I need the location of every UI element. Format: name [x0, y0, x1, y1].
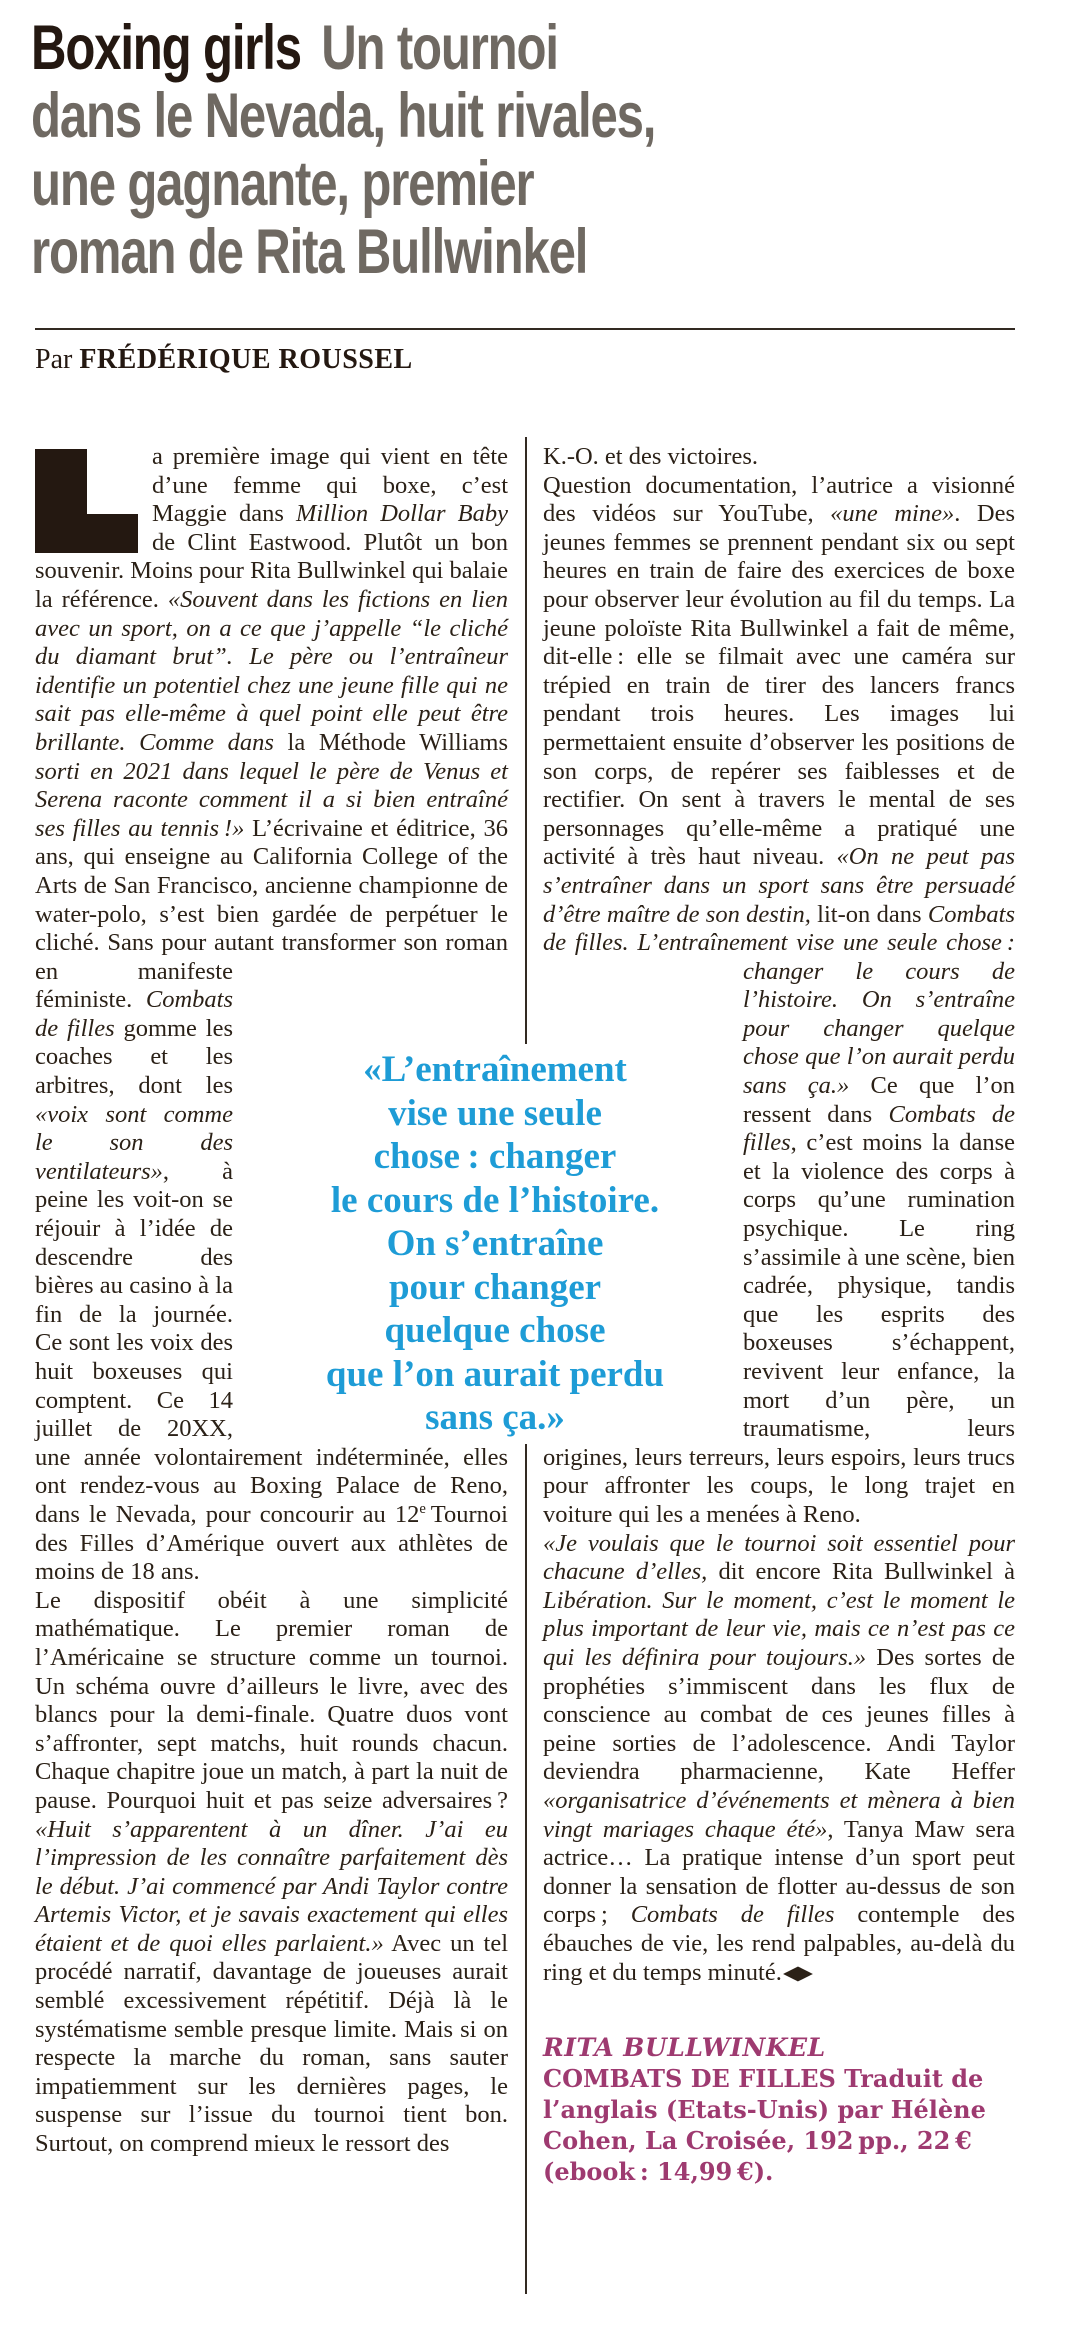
body-text-italic-run: «Souvent dans les fictions en lien avec un sport, on a ce que j’appelle “le cliché du diamant brut”. Le père ou l’entraîneur identifie un potentiel chez une jeune fille qui ne sait pas elle-même à quel point elle peut être brillante. Comme dans [35, 585, 508, 756]
byline [35, 344, 413, 376]
body-text-italic-run: Combats de filles. L’entraînement vise une seule chose : changer le cours de [543, 900, 1015, 985]
pull-quote: «L’entraînement vise une seule chose : changer le cours de l’histoire. On s’entraîne pour changer quelque chose que l’on aurait perdu sans ça.» [281, 1044, 709, 1444]
body-text-run: Le dispositif obéit à une simplicité mathématique. Le premier roman de l’Américaine se structure comme un tournoi. Un schéma ouvre d’ailleurs le livre, avec des blancs pour la demi-finale. Quatre duos vont s’affronter, sept matchs, huit rounds chacun. Chaque chapitre joue un match, à part la nuit de pause. Pourquoi huit et pas seize adversaires ? [35, 1586, 508, 1814]
body-text-run: a première image qui vient en tête d’une femme qui boxe, c’est Maggie dans [152, 443, 508, 528]
body-text-run: . Des jeunes femmes se prennent pendant six ou sept heures en train de faire des exercices de boxe pour observer leur évolution au fil du temps. La jeune poloïste Rita Bullwinkel a fait de même, dit-elle : elle se filmait avec une caméra sur trépied en train de tirer des lancers francs pendant trois heures. Les images lui permettaient ensuite d’observer les positions de son corps, de repérer ses faiblesses et de rectifier. On sent à travers le mental de ses personnages qu’elle-même a pratiqué une activité à très haut niveau. [543, 500, 1015, 871]
headline-line-3: une gagnante, premier [31, 149, 534, 219]
body-text-run: , Tanya Maw sera actrice… La pratique intense d’un sport peut donner la sensation de flotter au-dessus de son corps ; [543, 1815, 1015, 1929]
body-text-run: Avec un tel procédé narratif, davantage de joueuses aurait semblé excessivement répétitif. Déjà là le systématisme semble presque limite. Mais si on respecte la marche du roman, sans sauter impatiemment sur les dernières pages, le suspense sur l’issue du tournoi tient bon. Surtout, on comprend mieux le ressort des [35, 1929, 508, 2158]
body-text-run: Ce que l’on ressent dans [743, 1072, 1015, 1128]
headline-line-4: roman de Rita Bullwinkel [31, 217, 588, 287]
body-text-italic-run: «voix sont comme le son des ventilateurs» [35, 1100, 233, 1185]
body-text-run: dit encore Rita Bullwinkel à [718, 1558, 1015, 1586]
book-author-name: RITA BULLWINKEL [543, 2033, 826, 2063]
end-of-article-diamond-icon: ◆ [782, 1962, 813, 1984]
body-text-italic-run: Combats de filles [35, 986, 233, 1042]
body-text-run: K.-O. et des victoires. [543, 443, 758, 470]
body-text-italic-run: «Je voulais que le tournoi soit essentiel pour chacune d’elles, [543, 1529, 1015, 1586]
body-text-run: contemple des ébauches de vie, les rend palpables, au-delà du ring et du temps minuté. [543, 1901, 1016, 1987]
body-text-run: Tournoi des Filles d’Amérique ouvert aux athlètes de moins de 18 ans. [35, 1500, 508, 1586]
article-headline [31, 14, 1045, 286]
body-text-italic-run: sorti en 2021 dans lequel le père de Venus et Serena raconte comment il a si bien entraîné ses filles au tennis !» [35, 757, 508, 842]
body-text-italic-run: «organisatrice d’événements et mènera à bien vingt mariages chaque été» [543, 1786, 1015, 1843]
book-details: COMBATS DE FILLES Traduit de l’anglais (Etats-Unis) par Hélène Cohen, La Croisée, 192 pp., 22 € (ebook : 14,99 €). [543, 2064, 986, 2187]
byline-prefix: Par [35, 344, 80, 375]
header-rule [35, 328, 1015, 330]
body-text-run: L’écrivaine et éditrice, 36 ans, qui enseigne au California College of the Arts de San Francisco, ancienne championne de water-polo, s’est bien gardée de perpétuer le cliché. Sans pour autant transformer son [35, 814, 509, 957]
book-info-block [543, 2032, 1015, 2187]
body-text-run: lit-on dans [817, 900, 928, 928]
ordinal-superscript: e [419, 1500, 426, 1517]
byline-author-name: FRÉDÉRIQUE ROUSSEL [79, 344, 413, 375]
body-text-run: , à peine les voit-on se réjouir à l’idée de descendre des bières au casino à la fin de la journée. Ce sont les voix des huit boxeuses qui comptent. Ce 14 juillet de 20XX, une année volontairement indéterminée, elles ont rendez-vous au Boxing Palace de Reno, dans le Nevada, pour concourir au 12 [35, 1157, 508, 1528]
body-text-italic-run: Million Dollar Baby [295, 500, 508, 528]
body-text-italic-run: l’histoire. On s’entraîne pour changer quelque chose que l’on aurait perdu sans ça.» [743, 986, 1015, 1100]
body-text-run: , c’est moins la danse et la violence des corps à corps qu’une rumination psychique. Le ring s’assimile à une scène, bien cadrée, physique, tandis que les esprits des boxeuses s’échappent, revivent leur enfance, la mort d’un père, un traumatisme, leurs origines, leurs terreurs, leurs espoirs, leurs trucs pour affronter les coups, le long trajet en voiture qui les a menées à Reno. [543, 1129, 1015, 1528]
body-text-run: la Méthode Williams [273, 728, 508, 756]
body-text-italic-run: Libération. Sur le moment, c’est le moment le plus important de leur vie, mais ce n’est pas ce qui les définira pour toujours.» [543, 1586, 1015, 1671]
body-text-italic-run: «On ne peut pas s’entraîner dans un sport sans être persuadé d’être maître de son destin, [543, 843, 1015, 928]
body-text-italic-run: Combats de filles [630, 1901, 835, 1929]
body-text-italic-run: «une mine» [830, 500, 955, 528]
body-text-run: gomme les coaches et les arbitres, dont les [35, 1014, 233, 1100]
body-text-run: de Clint Eastwood. Plutôt un bon souvenir. Moins pour Rita Bullwinkel qui balaie la référence. [35, 528, 508, 613]
body-text-run: Des sortes de prophéties s’immiscent dans les flux de conscience au combat de ces jeunes filles à peine sorties de l’adolescence. Andi Taylor deviendra pharmacienne, Kate Heffer [543, 1643, 1015, 1786]
headline-kicker: Boxing girls [31, 13, 301, 83]
headline-line-2: dans le Nevada, huit rivales, [31, 81, 656, 151]
drop-cap-letter-L [35, 449, 138, 553]
headline-line-1 [31, 14, 1045, 82]
body-text-run: Question documentation, l’autrice a visionné des vidéos sur YouTube, [543, 471, 1015, 528]
body-text-italic-run: Combats de filles [743, 1100, 1015, 1157]
body-text-run: roman en manifeste féministe. [35, 929, 508, 1014]
headline-line-1-rest: Un tournoi [321, 13, 558, 83]
body-text-italic-run: «Huit s’apparentent à un dîner. J’ai eu l’impression de les connaître parfaitement dès le début. J’ai commencé par Andi Taylor contre Artemis Victor, et je savais exactement qui elles étaient et de quoi elles parlaient.» [35, 1815, 508, 1957]
